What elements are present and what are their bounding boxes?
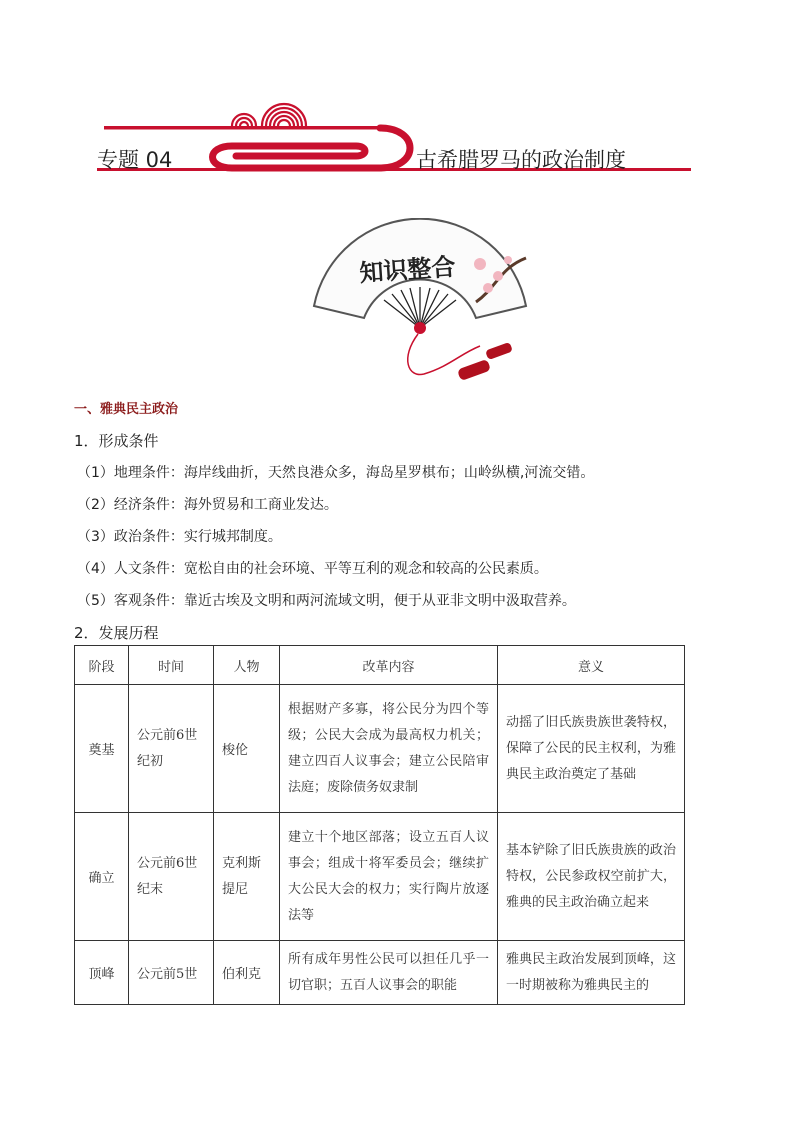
stage-cell: 顶峰 xyxy=(75,941,129,1005)
header-swirl xyxy=(213,128,411,168)
content-cell: 建立十个地区部落；设立五百人议事会；组成十将军委员会；继续扩大公民大会的权力；实行陶片放逐法等 xyxy=(280,813,498,941)
time-cell: 公元前6世纪初 xyxy=(129,685,214,813)
condition-item: （5）客观条件：靠近古埃及文明和两河流域文明，便于从亚非文明中汲取营养。 xyxy=(77,593,576,609)
time-cell: 公元前6世纪末 xyxy=(129,813,214,941)
content-cell: 所有成年男性公民可以担任几乎一切官职；五百人议事会的职能 xyxy=(280,941,498,1005)
table-row xyxy=(75,685,685,813)
condition-item: （2）经济条件：海外贸易和工商业发达。 xyxy=(77,497,338,513)
table-header-cell: 人物 xyxy=(214,646,280,685)
table-header-cell: 时间 xyxy=(129,646,214,685)
plum-blossom-icon xyxy=(474,258,486,270)
development-table xyxy=(74,645,685,1005)
table-header-cell: 改革内容 xyxy=(280,646,498,685)
stage-cell: 确立 xyxy=(75,813,129,941)
person-cell: 克利斯提尼 xyxy=(214,813,280,941)
subsection-heading: 1．形成条件 xyxy=(74,432,159,450)
subsection-heading: 2．发展历程 xyxy=(74,624,159,642)
table-header-cell: 意义 xyxy=(498,646,685,685)
condition-item: （4）人文条件：宽松自由的社会环境、平等互利的观念和较高的公民素质。 xyxy=(77,561,548,577)
fan-label: 知识整合 xyxy=(358,251,457,288)
table-row xyxy=(75,941,685,1005)
topic-label: 专题 04 xyxy=(97,148,173,172)
tassel-icon xyxy=(457,359,491,381)
table-header-cell: 阶段 xyxy=(75,646,129,685)
fan-ribs xyxy=(384,287,456,328)
table-row xyxy=(75,813,685,941)
condition-item: （3）政治条件：实行城邦制度。 xyxy=(77,529,282,545)
section-heading: 一、雅典民主政治 xyxy=(74,402,179,417)
sun-arcs-icon xyxy=(232,104,306,126)
time-cell: 公元前5世 xyxy=(129,941,214,1005)
meaning-cell: 雅典民主政治发展到顶峰，这一时期被称为雅典民主的 xyxy=(498,941,685,1005)
person-cell: 伯利克 xyxy=(214,941,280,1005)
table-header-row xyxy=(75,646,685,685)
person-cell: 梭伦 xyxy=(214,685,280,813)
header-top-rule xyxy=(104,126,386,130)
stage-cell: 奠基 xyxy=(75,685,129,813)
content-cell: 根据财产多寡，将公民分为四个等级；公民大会成为最高权力机关；建立四百人议事会；建立公民陪审法庭；废除债务奴隶制 xyxy=(280,685,498,813)
page-title: 古希腊罗马的政治制度 xyxy=(416,148,626,172)
meaning-cell: 基本铲除了旧氏族贵族的政治特权，公民参政权空前扩大，雅典的民主政治确立起来 xyxy=(498,813,685,941)
condition-item: （1）地理条件：海岸线曲折，天然良港众多，海岛星罗棋布；山岭纵横,河流交错。 xyxy=(77,465,595,481)
meaning-cell: 动摇了旧氏族贵族世袭特权，保障了公民的民主权利，为雅典民主政治奠定了基础 xyxy=(498,685,685,813)
fan-emblem xyxy=(300,218,540,388)
